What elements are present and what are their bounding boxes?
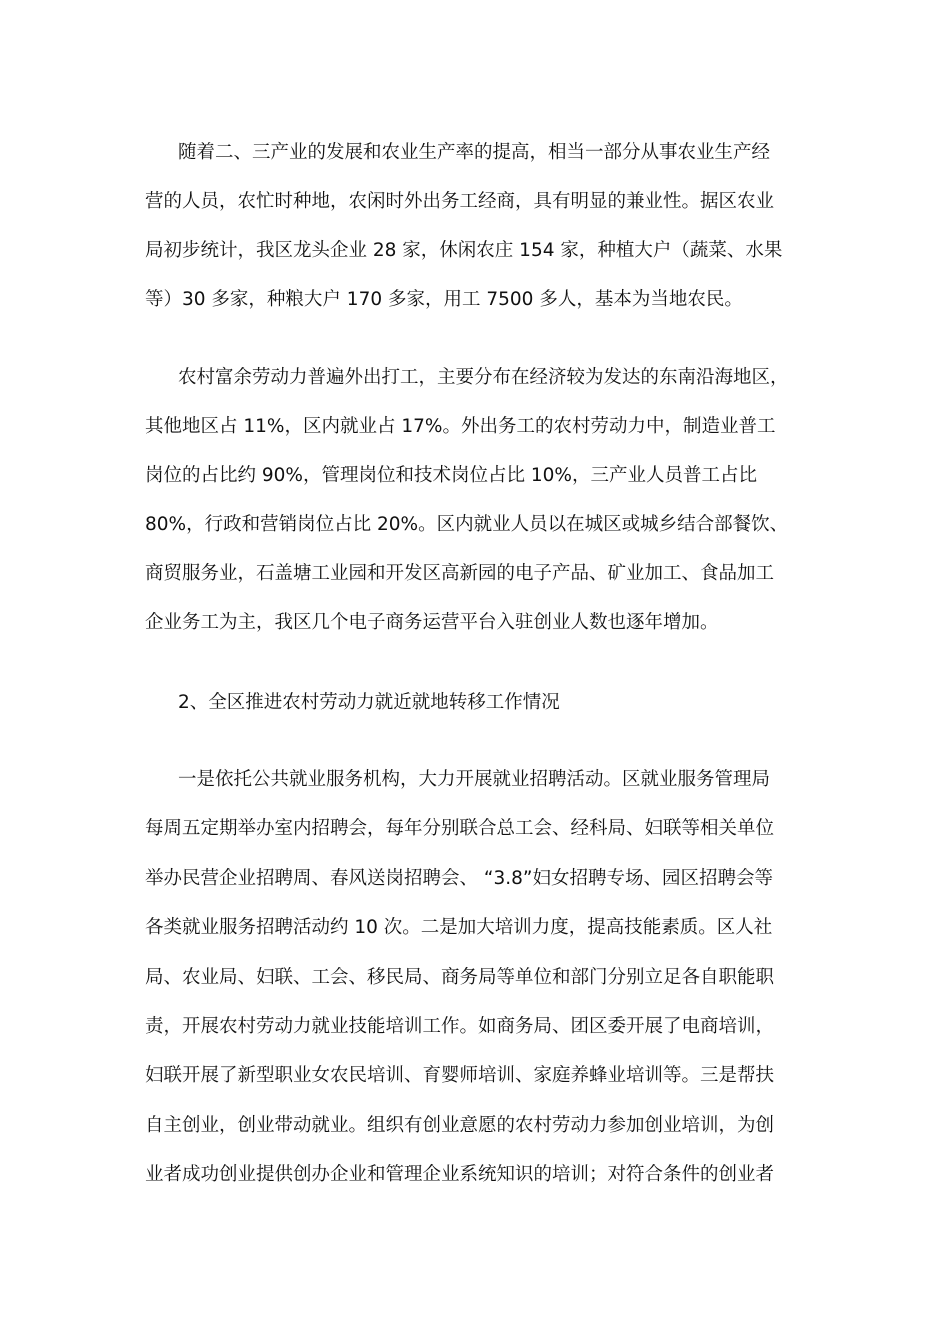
paragraph-2-line-2: 其他地区占 11%，区内就业占 17%。外出务工的农村劳动力中，制造业普工 [145, 416, 776, 437]
paragraph-2-line-5: 商贸服务业，石盖塘工业园和开发区高新园的电子产品、矿业加工、食品加工 [145, 563, 775, 584]
paragraph-3-line-2: 每周五定期举办室内招聘会，每年分别联合总工会、经科局、妇联等相关单位 [145, 818, 775, 839]
paragraph-1-line-2: 营的人员，农忙时种地，农闲时外出务工经商，具有明显的兼业性。据区农业 [145, 191, 775, 212]
paragraph-3-line-9: 业者成功创业提供创办企业和管理企业系统知识的培训；对符合条件的创业者 [145, 1164, 775, 1185]
paragraph-2-line-3: 岗位的占比约 90%，管理岗位和技术岗位占比 10%，三产业人员普工占比 [145, 465, 758, 486]
paragraph-3-line-1: 一是依托公共就业服务机构，大力开展就业招聘活动。区就业服务管理局 [178, 769, 771, 790]
paragraph-1-line-3: 局初步统计，我区龙头企业 28 家，休闲农庄 154 家，种植大户（蔬菜、水果 [145, 240, 783, 261]
paragraph-3-line-6: 责，开展农村劳动力就业技能培训工作。如商务局、团区委开展了电商培训， [145, 1016, 775, 1037]
paragraph-3-line-8: 自主创业，创业带动就业。组织有创业意愿的农村劳动力参加创业培训，为创 [145, 1115, 775, 1136]
paragraph-3-line-5: 局、农业局、妇联、工会、移民局、商务局等单位和部门分别立足各自职能职 [145, 967, 775, 988]
paragraph-1-line-1: 随着二、三产业的发展和农业生产率的提高，相当一部分从事农业生产经 [178, 142, 771, 163]
paragraph-2-line-1: 农村富余劳动力普遍外出打工，主要分布在经济较为发达的东南沿海地区， [178, 367, 789, 388]
section-heading-2: 2、全区推进农村劳动力就近就地转移工作情况 [178, 692, 560, 713]
paragraph-1-line-4: 等）30 多家，种粮大户 170 多家，用工 7500 多人，基本为当地农民。 [145, 289, 743, 310]
paragraph-2-line-4: 80%，行政和营销岗位占比 20%。区内就业人员以在城区或城乡结合部餐饮、 [145, 514, 789, 535]
paragraph-3-line-7: 妇联开展了新型职业女农民培训、育婴师培训、家庭养蜂业培训等。三是帮扶 [145, 1065, 775, 1086]
paragraph-3-line-4: 各类就业服务招聘活动约 10 次。二是加大培训力度，提高技能素质。区人社 [145, 917, 773, 938]
paragraph-3-line-3: 举办民营企业招聘周、春风送岗招聘会、 “3.8”妇女招聘专场、园区招聘会等 [145, 868, 773, 889]
paragraph-2-line-6: 企业务工为主，我区几个电子商务运营平台入驻创业人数也逐年增加。 [145, 612, 719, 633]
